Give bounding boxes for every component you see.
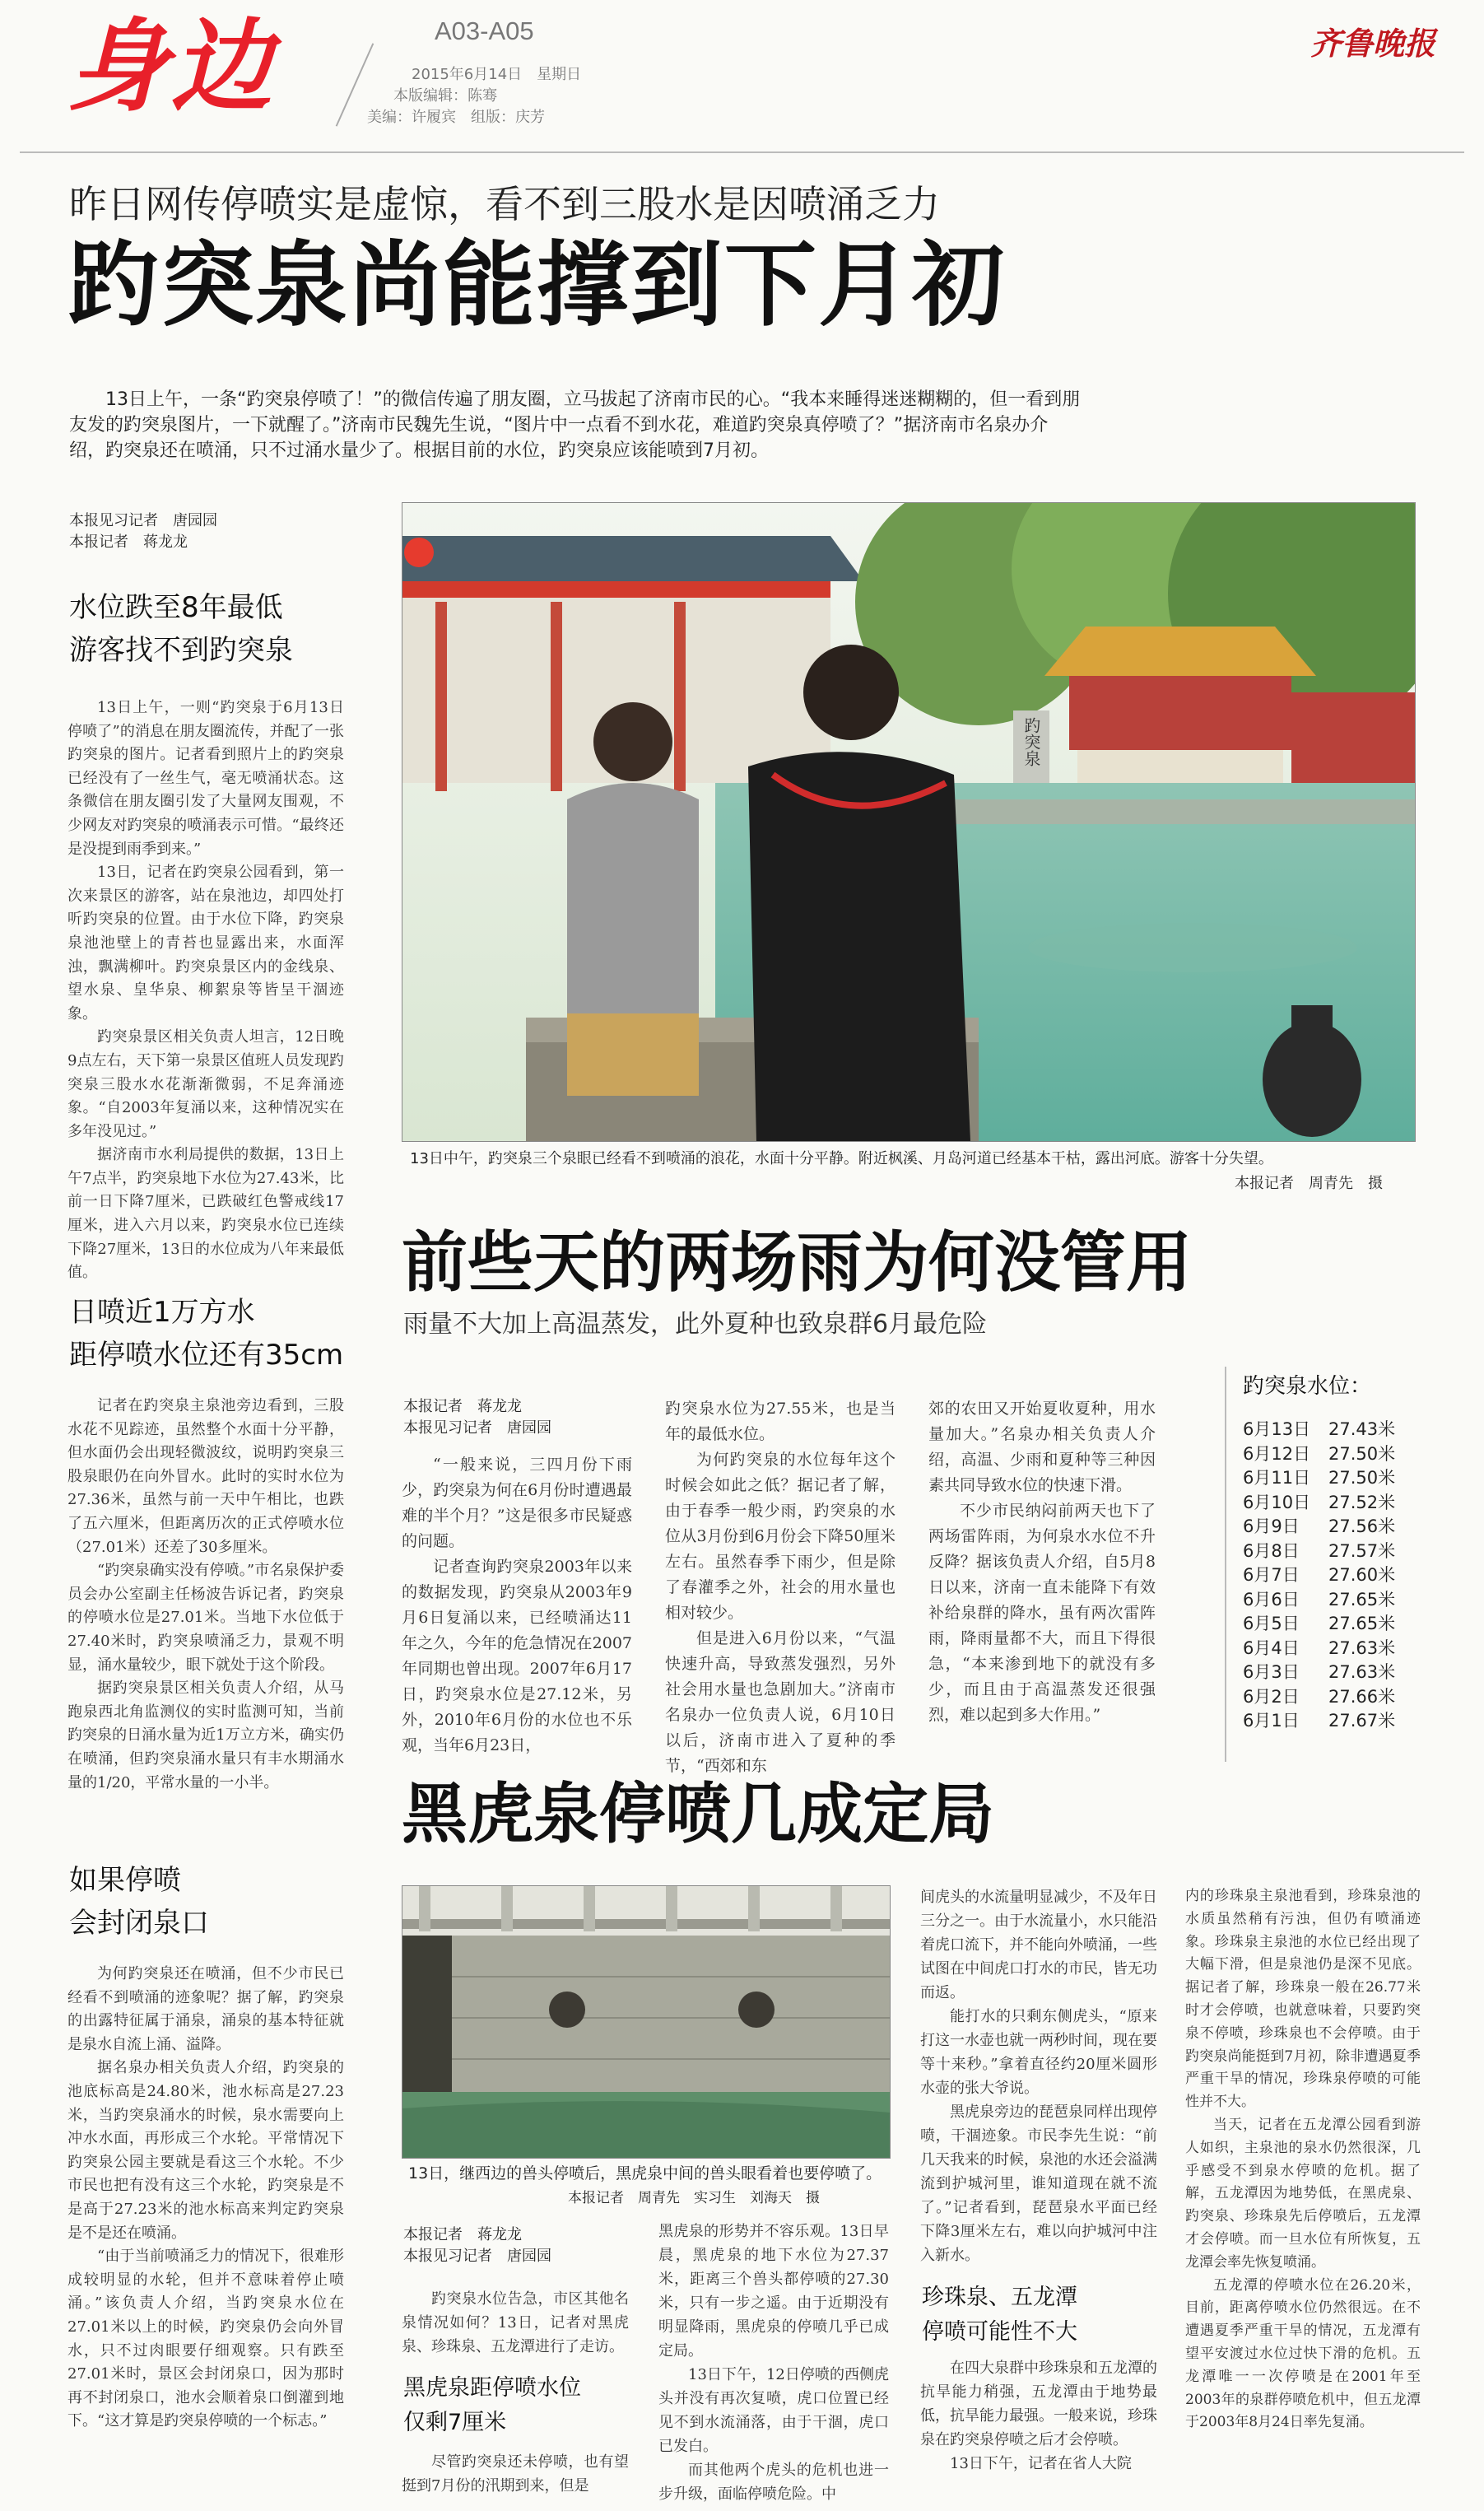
article3-paragraph: 黑虎泉的形势并不容乐观。13日早晨，黑虎泉的地下水位为27.37米，距离三个兽头都停喷的27.30米，只有一步之遥。由于近期没有明显降雨，黑虎泉的停喷几乎已成定局。 (658, 2223, 889, 2360)
design-credit: 美编：许履宾 组版：庆芳 (367, 109, 545, 126)
article3-colD (1185, 1885, 1421, 2434)
article2-paragraph: 不少市民纳闷前两天也下了两场雷阵雨，为何泉水水位不升反降？据该负责人介绍，自5月8日以来，济南一直未能降下有效补给泉群的降水，虽有两次雷阵雨，降雨量都不大，而且下得很急，“本来渗到地下的就没有多少，而且由于高温蒸发还很强烈，难以起到多大作用。” (928, 1502, 1156, 1724)
water-level-value: 27.56米 (1328, 1516, 1396, 1536)
sec3-paragraph: 为何趵突泉还在喷涌，但不少市民已经看不到喷涌的迹象呢？据了解，趵突泉的出露特征属于涌泉，涌泉的基本特征就是泉水自流上涌、溢降。 (67, 1965, 344, 2053)
sec1-paragraph: 13日，记者在趵突泉公园看到，第一次来景区的游客，站在泉池边，却四处打听趵突泉的位置。由于水位下降，趵突泉泉池池壁上的青苔也显露出来，水面浑浊，飘满柳叶。趵突泉景区内的金线泉、望水泉、皇华泉、柳絮泉等皆呈干涸迹象。 (67, 864, 344, 1023)
headline-title: 趵突泉尚能撑到下月初 (67, 232, 1006, 339)
water-level-value: 27.50米 (1328, 1468, 1396, 1488)
sec3-paragraph: 据名泉办相关负责人介绍，趵突泉的池底标高是24.80米，池水标高是27.23米，当趵突泉涌水的时候，泉水需要向上冲水水面，再形成三个水轮。平常情况下趵突泉公园主要就是看这三个水轮。不少市民也把有没有这三个水轮，趵突泉是不是高于27.23米的池水标高来判定趵突泉是不是还在喷涌。 (67, 2059, 344, 2242)
water-level-row (1243, 1685, 1432, 1710)
water-level-value: 27.65米 (1328, 1589, 1396, 1610)
water-level-rows (1243, 1418, 1432, 1734)
water-level-table (1225, 1367, 1432, 1762)
water-level-value: 27.50米 (1328, 1443, 1396, 1464)
sec2-body (67, 1395, 344, 1795)
section-logo: 身边 (67, 8, 275, 125)
water-level-row (1243, 1515, 1432, 1540)
lede-paragraph (69, 387, 1082, 464)
water-level-date: 6月10日 (1243, 1492, 1311, 1512)
article2-paragraph: 郊的农田又开始夏收夏种，用水量加大。”名泉办相关负责人介绍，高温、少雨和夏种等三种因素共同导致水位的快速下滑。 (928, 1400, 1156, 1494)
left-byline-1: 本报见习记者 唐园园 (69, 512, 217, 529)
sec3-body (67, 1963, 344, 2434)
water-level-value: 27.65米 (1328, 1614, 1396, 1633)
photo1-caption: 13日中午，趵突泉三个泉眼已经看不到喷涌的浪花，水面十分平静。附近枫溪、月岛河道已经基本干枯，露出河底。游客十分失望。 (410, 1150, 1273, 1167)
water-level-value: 27.60米 (1328, 1565, 1396, 1585)
sec3-title: 如果停喷 会封闭泉口 (69, 1864, 209, 1940)
article3-paragraph: 五龙潭的停喷水位在26.20米，目前，距离停喷水位仍然很远。在不遭遇夏季严重干旱的情况，五龙潭有望平安渡过水位过快下滑的危机。五龙潭唯一一次停喷是在2001年至2003年的泉群停喷危机中，但五龙潭于2003年8月24日率先复涌。 (1185, 2276, 1421, 2431)
lede-text: 13日上午，一条“趵突泉停喷了！”的微信传遍了朋友圈，立马拔起了济南市民的心。“我本来睡得迷迷糊糊的，但一看到朋友发的趵突泉图片，一下就醒了。”济南市民魏先生说，“图片中一点看不到水花，难道趵突泉真停喷了？”据济南市名泉办介绍，趵突泉还在喷涌，只不过涌水量少了。根据目前的水位，趵突泉应该能喷到7月初。 (69, 389, 1081, 461)
water-level-date: 6月5日 (1243, 1614, 1300, 1633)
article3-title: 黑虎泉停喷几成定局 (402, 1776, 994, 1852)
water-level-row (1243, 1540, 1432, 1564)
sec1-title: 水位跌至8年最低 游客找不到趵突泉 (69, 591, 293, 667)
water-level-value: 27.66米 (1328, 1686, 1396, 1707)
newspaper-logo: 齐鲁晚报 (1310, 25, 1436, 62)
photo-black-tiger-illustration (402, 1886, 890, 2158)
article3-subhead-a: 黑虎泉距停喷水位 仅剩7厘米 (403, 2375, 581, 2435)
water-level-value: 27.67米 (1328, 1711, 1396, 1731)
article3-paragraph: 尽管趵突泉还未停喷，也有望挺到7月份的汛期到来，但是 (402, 2453, 629, 2495)
sec3-paragraph: “由于当前喷涌乏力的情况下，很难形成较明显的水轮，但并不意味着停止喷涌。”该负责人介绍，当趵突泉水位在27.01米以上的时候，趵突泉仍会向外冒水，只不过肉眼要仔细观察。只有跌至27.01米时，景区会封闭泉口，因为那时再不封闭泉口，池水会顺着泉口倒灌到地下。“这才算是趵突泉停喷的一个标志。” (67, 2248, 344, 2430)
article3-paragraph: 13日下午，记者在省人大院 (950, 2455, 1132, 2472)
article3-colC (920, 1885, 1157, 2267)
article2-paragraph: 但是进入6月份以来，“气温快速升高，导致蒸发强烈，另外社会用水量也急剧加大。”济南市名泉办一位负责人说，6月10日以后，济南市进入了夏种的季节，“西郊和东 (665, 1629, 896, 1775)
article2-col1 (402, 1452, 632, 1759)
water-level-title: 趵突泉水位： (1243, 1374, 1372, 1399)
article3-paragraph: 能打水的只剩东侧虎头，“原来打这一水壶也就一两秒时间，现在要等十来秒。”拿着直径约20厘米圆形水壶的张大爷说。 (920, 2008, 1157, 2097)
water-level-date: 6月9日 (1243, 1516, 1300, 1536)
article3-colA (402, 2287, 629, 2359)
page-range: A03-A05 (435, 16, 534, 45)
masthead-rule (20, 151, 1464, 153)
water-level-date: 6月7日 (1243, 1565, 1300, 1585)
sec2-title: 日喷近1万方水 距停喷水位还有35cm (69, 1296, 344, 1372)
editor-credit: 本版编辑：陈骞 (393, 87, 497, 105)
photo2-caption: 13日，继西边的兽头停喷后，黑虎泉中间的兽头眼看着也要停喷了。 (408, 2164, 882, 2183)
water-level-row (1243, 1612, 1432, 1637)
sec1-paragraph: 趵突泉景区相关负责人坦言，12日晚9点左右，天下第一泉景区值班人员发现趵突泉三股水水花渐渐微弱，不足奔涌迹象。“自2003年复涌以来，这种情况实在多年没见过。” (67, 1028, 344, 1140)
article3-paragraph: 当天，记者在五龙潭公园看到游人如织，主泉池的泉水仍然很深，几乎感受不到泉水停喷的危机。据了解，五龙潭因为地势低，在黑虎泉、趵突泉、珍珠泉先后停喷后，五龙潭才会停喷。而一旦水位有所恢复，五龙潭会率先恢复喷涌。 (1185, 2116, 1421, 2271)
sec2-paragraph: 据趵突泉景区相关负责人介绍，从马跑泉西北角监测仪的实时监测可知，当前趵突泉的日涌水量为近1万立方米，确实仍在喷涌，但趵突泉涌水量只有丰水期涌水量的1/20，平常水量的一小半。 (67, 1679, 344, 1791)
article3-paragraph: 趵突泉水位告急，市区其他名泉情况如何？13日，记者对黑虎泉、珍珠泉、五龙潭进行了走访。 (402, 2290, 629, 2355)
article3-colB (658, 2220, 889, 2506)
article3-byline-2: 本报见习记者 唐园园 (403, 2248, 551, 2265)
water-level-date: 6月11日 (1243, 1468, 1311, 1488)
water-level-date: 6月1日 (1243, 1711, 1300, 1731)
article3-paragraph: 13日下午，12日停喷的西侧虎头并没有再次复喷，虎口位置已经见不到水流涌落，由于干涸，虎口已发白。 (658, 2366, 889, 2455)
article2-byline-1: 本报记者 蒋龙龙 (403, 1398, 522, 1415)
water-level-value: 27.52米 (1328, 1492, 1396, 1512)
sec2-paragraph: “趵突泉确实没有停喷。”市名泉保护委员会办公室副主任杨波告诉记者，趵突泉的停喷水位是27.01米。当地下水位低于27.40米时，趵突泉喷涌乏力，景观不明显，涌水量较少，眼下就处于这个阶段。 (67, 1562, 344, 1674)
article2-byline-2: 本报见习记者 唐园园 (403, 1419, 551, 1437)
water-level-date: 6月3日 (1243, 1662, 1300, 1682)
photo2-credit: 本报记者 周青先 实习生 刘海天 摄 (568, 2190, 820, 2206)
water-level-value: 27.57米 (1328, 1540, 1396, 1561)
water-level-row (1243, 1709, 1432, 1734)
article2-subtitle: 雨量不大加上高温蒸发，此外夏种也致泉群6月最危险 (403, 1310, 988, 1339)
masthead (0, 0, 1484, 156)
article3-paragraph: 而其他两个虎头的危机也进一步升级，面临停喷危险。中 (658, 2462, 889, 2503)
left-byline-2: 本报记者 蒋龙龙 (69, 533, 188, 551)
water-level-date: 6月12日 (1243, 1443, 1311, 1464)
article3-colA2 (402, 2450, 629, 2498)
article2-paragraph: “一般来说，三四月份下雨少，趵突泉为何在6月份时遭遇最难的半个月？”这是很多市民疑惑的问题。 (402, 1456, 632, 1550)
water-level-value: 27.63米 (1328, 1638, 1396, 1658)
issue-date: 2015年6月14日 星期日 (412, 66, 582, 83)
article3-paragraph: 黑虎泉旁边的琵琶泉同样出现停喷，干涸迹象。市民李先生说：“前几天我来的时候，泉池的水还会溢满流到护城河里，谁知道现在就不流了。”记者看到，琵琶泉水平面已经下降3厘米左右，难以向护城河中注入新水。 (920, 2103, 1157, 2264)
water-level-row (1243, 1637, 1432, 1661)
photo-baotu-spring-illustration (402, 503, 1415, 1141)
water-level-row (1243, 1418, 1432, 1442)
article2-col2 (665, 1396, 896, 1779)
water-level-row (1243, 1466, 1432, 1491)
water-level-value: 27.63米 (1328, 1662, 1396, 1682)
water-level-value: 27.43米 (1328, 1419, 1396, 1439)
water-level-date: 6月2日 (1243, 1686, 1300, 1707)
article3-paragraph: 在四大泉群中珍珠泉和五龙潭的抗旱能力稍强，五龙潭由于地势最低，抗旱能力最强。一般来说，珍珠泉在趵突泉停喷之后才会停喷。 (920, 2360, 1157, 2448)
article3-colC2 (920, 2356, 1157, 2476)
water-level-date: 6月6日 (1243, 1589, 1300, 1610)
sec1-paragraph: 据济南市水利局提供的数据，13日上午7点半，趵突泉地下水位为27.43米，比前一日下降7厘米，已跌破红色警戒线17厘米，进入六月以来，趵突泉水位已连续下降27厘米，13日的水位成为八年来最低值。 (67, 1146, 344, 1282)
water-level-row (1243, 1442, 1432, 1467)
sec1-body (67, 696, 344, 1285)
article3-subhead-c: 珍珠泉、五龙潭 停喷可能性不大 (922, 2285, 1077, 2345)
article2-col3 (928, 1396, 1156, 1728)
water-level-row (1243, 1491, 1432, 1516)
water-level-row (1243, 1661, 1432, 1685)
headline-kicker: 昨日网传停喷实是虚惊，看不到三股水是因喷涌乏力 (69, 182, 940, 226)
sec1-paragraph: 13日上午，一则“趵突泉于6月13日停喷了”的消息在朋友圈流传，并配了一张趵突泉的图片。记者看到照片上的趵突泉已经没有了一丝生气，毫无喷涌状态。这条微信在朋友圈引发了大量网友围观，不少网友对趵突泉的喷涌表示可惜。“最终还是没提到雨季到来。” (67, 699, 344, 858)
article3-paragraph: 间虎头的水流量明显减少，不及年日三分之一。由于水流量小，水只能沿着虎口流下，并不能向外喷涌，一些试图在中间虎口打水的市民，皆无功而返。 (920, 1889, 1157, 2001)
article3-paragraph: 内的珍珠泉主泉池看到，珍珠泉池的水质虽然稍有污浊，但仍有喷涌迹象。珍珠泉主泉池的水位已经出现了大幅下滑，但是泉池仍是深不见底。据记者了解，珍珠泉一般在26.77米时才会停喷，也就意味着，只要趵突泉不停喷，珍珠泉也不会停喷。由于趵突泉尚能挺到7月初，除非遭遇夏季严重干旱的情况，珍珠泉停喷的可能性并不大。 (1185, 1888, 1421, 2111)
water-level-date: 6月13日 (1243, 1419, 1311, 1439)
article2-paragraph: 趵突泉水位为27.55米，也是当年的最低水位。 (665, 1400, 896, 1443)
photo-baotu-spring (402, 502, 1416, 1142)
water-level-date: 6月8日 (1243, 1540, 1300, 1561)
stele-text: 趵突泉 (1021, 717, 1041, 766)
article3-byline-1: 本报记者 蒋龙龙 (403, 2226, 522, 2243)
article2-title: 前些天的两场雨为何没管用 (402, 1224, 1192, 1301)
article2-paragraph: 记者查询趵突泉2003年以来的数据发现，趵突泉从2003年9月6日复涌以来，已经喷涌达11年之久，今年的危急情况在2007年同期也曾出现。2007年6月17日，趵突泉水位是27.12米，另外，2010年6月份的水位也不乐观，当年6月23日， (402, 1558, 632, 1754)
photo1-credit: 本报记者 周青先 摄 (1235, 1175, 1383, 1192)
photo-black-tiger-spring (402, 1885, 891, 2159)
sec2-paragraph: 记者在趵突泉主泉池旁边看到，三股水花不见踪迹，虽然整个水面十分平静，但水面仍会出现轻微波纹，说明趵突泉三股泉眼仍在向外冒水。此时的实时水位为27.36米，虽然与前一天中午相比，也跌了五六厘米，但距离历次的正式停喷水位（27.01米）还差了30多厘米。 (67, 1397, 344, 1556)
water-level-row (1243, 1588, 1432, 1613)
water-level-date: 6月4日 (1243, 1638, 1300, 1658)
article2-paragraph: 为何趵突泉的水位每年这个时候会如此之低？据记者了解，由于春季一般少雨，趵突泉的水位从3月份到6月份会下降50厘米左右。虽然春季下雨少，但是除了春灌季之外，社会的用水量也相对较少。 (665, 1451, 896, 1622)
water-level-row (1243, 1563, 1432, 1588)
